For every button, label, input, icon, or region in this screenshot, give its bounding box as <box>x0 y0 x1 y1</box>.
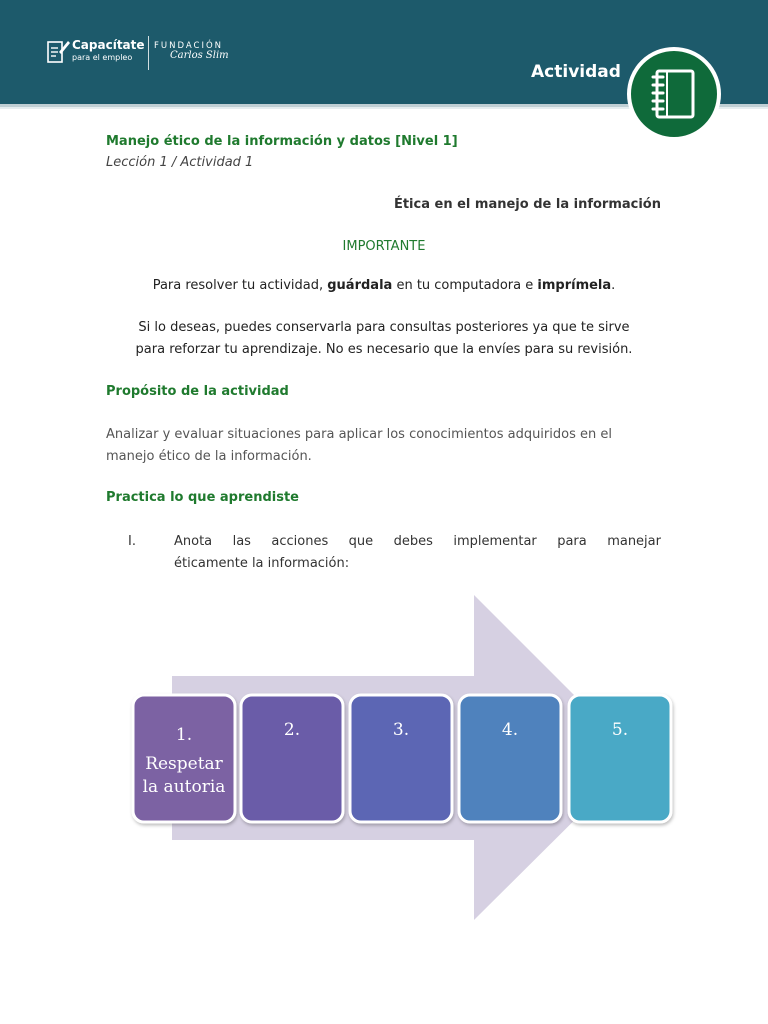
item-word: debes <box>393 534 433 549</box>
course-title: Manejo ético de la información y datos [Nivel 1] <box>106 134 458 149</box>
note-line-1: Si lo deseas, puedes conservarla para consultas posteriores ya que te sirve <box>138 320 630 335</box>
step-1[interactable] <box>133 695 235 822</box>
purpose-heading: Propósito de la actividad <box>106 384 289 399</box>
logo-subtitle: para el empleo <box>72 53 133 62</box>
instruction-save: guárdala <box>327 278 393 293</box>
lesson-label: Lección 1 / Actividad 1 <box>106 155 254 170</box>
instruction-print: imprímela <box>537 278 612 293</box>
practice-heading: Practica lo que aprendiste <box>106 490 300 505</box>
step-2-number: 2. <box>283 720 301 740</box>
step-3[interactable] <box>350 695 452 822</box>
purpose-line-1: Analizar y evaluar situaciones para aplicar los conocimientos adquiridos en el <box>106 427 612 442</box>
purpose-line-2: manejo ético de la información. <box>106 449 312 464</box>
header-title: Actividad <box>531 62 621 82</box>
item-text-line-2: éticamente la información: <box>174 556 350 571</box>
process-steps <box>133 695 671 822</box>
step-3-number: 3. <box>392 720 410 740</box>
item-word: que <box>348 534 374 549</box>
instruction-post: . <box>611 278 616 293</box>
step-4[interactable] <box>459 695 561 822</box>
step-3-box[interactable] <box>350 695 452 822</box>
step-2[interactable] <box>241 695 343 822</box>
instruction-mid: en tu computadora e <box>392 278 538 293</box>
logo-brand: Capacítate <box>72 38 145 52</box>
foundation-label: FUNDACIÓN <box>154 41 224 51</box>
item-word: acciones <box>271 534 329 549</box>
step-4-box[interactable] <box>459 695 561 822</box>
important-label: IMPORTANTE <box>342 239 426 254</box>
step-1-number: 1. <box>175 725 193 745</box>
item-word: para <box>557 534 587 549</box>
subject-title: Ética en el manejo de la información <box>393 197 661 212</box>
item-word: implementar <box>453 534 537 549</box>
item-word: Anota <box>174 534 213 549</box>
item-numeral: I. <box>128 534 136 549</box>
step-1-text-line-2: la autoria <box>142 777 226 797</box>
note-line-2: para reforzar tu aprendizaje. No es necesario que la envíes para su revisión. <box>135 342 633 357</box>
step-2-box[interactable] <box>241 695 343 822</box>
step-1-text-line-1: Respetar <box>145 754 223 774</box>
item-word: las <box>232 534 251 549</box>
foundation-name: Carlos Slim <box>170 50 229 61</box>
item-word: manejar <box>607 534 661 549</box>
step-5[interactable] <box>569 695 671 822</box>
step-5-box[interactable] <box>569 695 671 822</box>
step-5-number: 5. <box>611 720 629 740</box>
instruction-pre: Para resolver tu actividad, <box>152 278 328 293</box>
step-4-number: 4. <box>501 720 519 740</box>
